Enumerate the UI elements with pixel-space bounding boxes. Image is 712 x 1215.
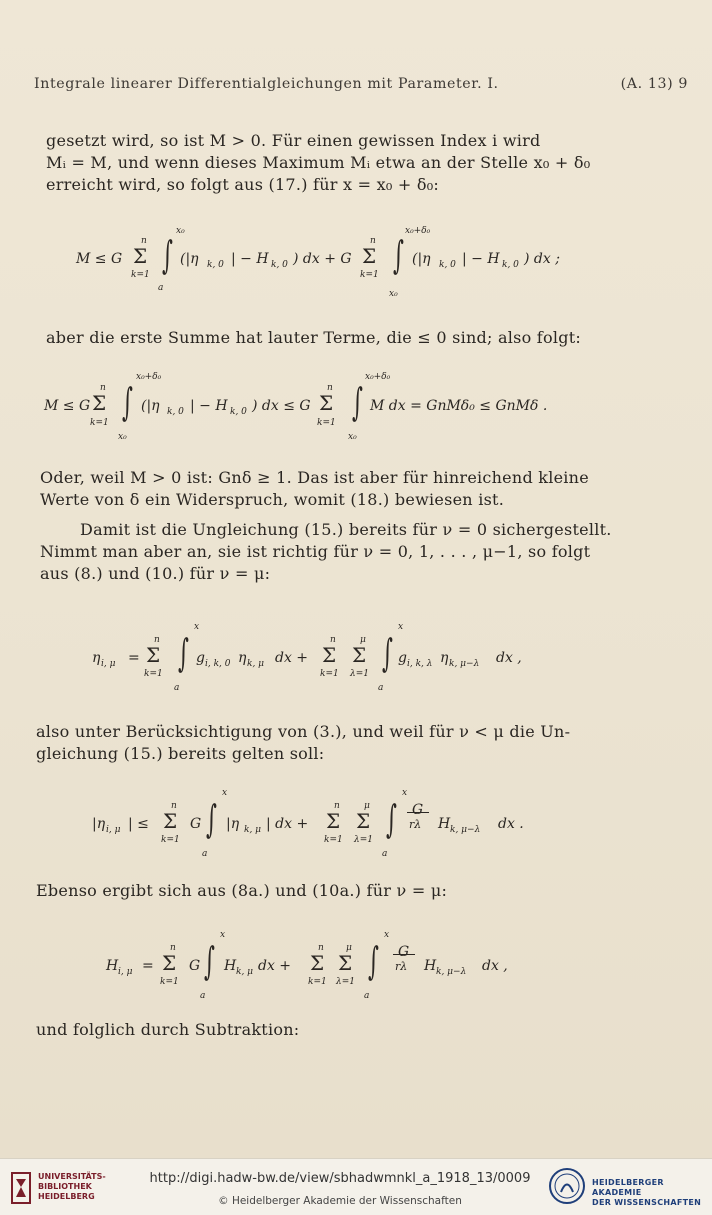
eq4-frac-bar	[407, 812, 429, 813]
eq2-lhs: M ≤ G	[44, 398, 91, 414]
eq3-sum3-lower: λ=1	[350, 669, 369, 679]
text-line: gleichung (15.) bereits gelten soll:	[36, 744, 325, 763]
eq5-frac-den: rλ	[395, 960, 408, 973]
eq3-sum1-symbol: Σ	[146, 643, 161, 667]
eq4-integral-1: ∫	[206, 797, 217, 841]
eq4-int1-upper: x	[222, 788, 228, 798]
library-logo-line: BIBLIOTHEK	[38, 1182, 92, 1191]
running-header-page-number: (A. 13) 9	[620, 76, 688, 92]
eq5-integral-2: ∫	[368, 939, 379, 983]
eq3-term1-sub2: k, μ	[247, 659, 265, 669]
eq1-term1-mid: | − H	[231, 251, 269, 267]
eq1-integral-1: ∫	[162, 233, 173, 277]
text-line: also unter Berücksichtigung von (3.), und weil für ν < μ die Un-	[36, 722, 571, 741]
eq3-sum2-symbol: Σ	[322, 643, 337, 667]
viewer-footer	[0, 1158, 712, 1215]
eq2-term1-end: ) dx ≤ G	[252, 398, 311, 414]
eq4-frac-den: rλ	[409, 818, 422, 831]
university-library-logo[interactable]	[10, 1169, 140, 1209]
eq2-integral-2: ∫	[352, 380, 363, 424]
eq2-int2-upper: x₀+δ₀	[365, 372, 391, 382]
eq4-sum1-upper: n	[171, 801, 177, 811]
eq4-sum2-lower: k=1	[324, 835, 343, 845]
eq2-sum1-upper: n	[100, 383, 106, 393]
eq1-int1-upper: x₀	[176, 226, 185, 236]
eq5-sum1-symbol: Σ	[162, 951, 177, 975]
academy-seal-icon	[548, 1167, 586, 1205]
eq1-term1-sub: k, 0	[207, 260, 224, 270]
eq3-int1-lower: a	[174, 683, 180, 693]
eq3-term2-sub: i, k, λ	[407, 659, 433, 669]
eq3-term1-mid: η	[238, 650, 247, 666]
eq4-sum3-lower: λ=1	[354, 835, 373, 845]
text-line: und folglich durch Subtraktion:	[36, 1020, 300, 1039]
library-logo-line: HEIDELBERG	[38, 1192, 95, 1201]
eq2-sum1-lower: k=1	[90, 418, 109, 428]
eq5-sum1-lower: k=1	[160, 977, 179, 987]
eq4-sum2-upper: n	[334, 801, 340, 811]
eq5-lhs-sub: i, μ	[118, 967, 133, 977]
text-line: Mᵢ = M, und wenn dieses Maximum Mᵢ etwa an der Stelle x₀ + δ₀	[46, 153, 591, 172]
eq5-sum1-upper: n	[170, 943, 176, 953]
eq4-lhs: |η	[92, 816, 106, 832]
eq4-term1-mid: |η	[226, 816, 240, 832]
eq5-int2-upper: x	[384, 930, 390, 940]
eq4-int2-lower: a	[382, 849, 388, 859]
eq5-sum3-symbol: Σ	[338, 951, 353, 975]
eq3-sum3-upper: μ	[360, 635, 366, 645]
eq3-int1-upper: x	[194, 622, 200, 632]
academy-logo-line: HEIDELBERGER AKADEMIE	[592, 1178, 664, 1197]
eq5-lhs: H	[106, 958, 119, 974]
eq1-term2-mid: | − H	[462, 251, 500, 267]
academy-logo-text	[592, 1178, 708, 1208]
eq4-sum3-upper: μ	[364, 801, 370, 811]
eq1-term2-end: ) dx ;	[524, 251, 560, 267]
eq4-sum3-symbol: Σ	[356, 809, 371, 833]
eq5-sum3-upper: μ	[346, 943, 352, 953]
eq5-int1-upper: x	[220, 930, 226, 940]
eq3-integral-2: ∫	[382, 631, 393, 675]
eq2-term1-sub2: k, 0	[230, 407, 247, 417]
eq1-sum2-lower: k=1	[360, 270, 379, 280]
text-line: Ebenso ergibt sich aus (8a.) und (10a.) für ν = μ:	[36, 881, 448, 900]
eq1-int1-lower: a	[158, 283, 164, 293]
text-line: Werte von δ ein Widerspruch, womit (18.) bewiesen ist.	[40, 490, 505, 509]
eq5-term2: H	[424, 958, 437, 974]
academy-logo-line: DER WISSENSCHAFTEN	[592, 1198, 702, 1207]
eq4-term2: H	[438, 816, 451, 832]
academy-logo[interactable]	[548, 1167, 708, 1209]
eq1-sum1-symbol: Σ	[133, 244, 148, 268]
eq4-sum2-symbol: Σ	[326, 809, 341, 833]
eq5-term1-end: dx +	[258, 958, 292, 974]
eq3-equals: =	[128, 650, 140, 666]
eq2-integral-1: ∫	[122, 380, 133, 424]
eq5-sum2-lower: k=1	[308, 977, 327, 987]
eq3-int2-upper: x	[398, 622, 404, 632]
text-line: erreicht wird, so folgt aus (17.) für x = x₀ + δ₀:	[46, 175, 440, 194]
eq5-frac-bar	[393, 954, 415, 955]
eq3-term2-end: dx ,	[496, 650, 522, 666]
eq3-int2-lower: a	[378, 683, 384, 693]
eq4-lhs-end: | ≤	[128, 816, 149, 832]
eq3-term2-mid: η	[440, 650, 449, 666]
eq1-sum1-upper: n	[141, 236, 147, 246]
eq1-sum2-symbol: Σ	[362, 244, 377, 268]
eq2-sum2-lower: k=1	[317, 418, 336, 428]
eq2-int1-upper: x₀+δ₀	[136, 372, 162, 382]
eq2-term1-sub: k, 0	[167, 407, 184, 417]
eq3-sum2-lower: k=1	[320, 669, 339, 679]
eq3-sum2-upper: n	[330, 635, 336, 645]
eq5-int2-lower: a	[364, 991, 370, 1001]
eq2-sum2-symbol: Σ	[319, 391, 334, 415]
eq4-sum1-symbol: Σ	[163, 809, 178, 833]
eq3-lhs-sub: i, μ	[101, 659, 116, 669]
library-logo-text	[38, 1172, 106, 1202]
eq1-int2-upper: x₀+δ₀	[405, 226, 431, 236]
eq5-sum3-lower: λ=1	[336, 977, 355, 987]
eq1-term2-sub: k, 0	[439, 260, 456, 270]
eq4-term1: G	[190, 816, 202, 832]
text-line: gesetzt wird, so ist M > 0. Für einen gewissen Index i wird	[46, 131, 541, 150]
eq3-term2: g	[398, 650, 407, 666]
eq3-sum3-symbol: Σ	[352, 643, 367, 667]
eq3-term1-sub: i, k, 0	[205, 659, 231, 669]
library-crest-icon	[10, 1171, 32, 1205]
eq2-int1-lower: x₀	[118, 432, 127, 442]
eq4-term1-sub: k, μ	[244, 825, 262, 835]
eq1-term1-sub2: k, 0	[271, 260, 288, 270]
text-line: Damit ist die Ungleichung (15.) bereits für ν = 0 sichergestellt.	[80, 520, 612, 539]
eq4-term1-end: | dx +	[266, 816, 309, 832]
eq3-sum1-lower: k=1	[144, 669, 163, 679]
eq5-term2-sub: k, μ−λ	[436, 967, 467, 977]
eq1-int2-lower: x₀	[389, 289, 398, 299]
eq2-term1: (|η	[141, 398, 160, 414]
eq5-term1-mid: H	[224, 958, 237, 974]
eq3-term2-sub2: k, μ−λ	[449, 659, 480, 669]
eq2-int2-lower: x₀	[348, 432, 357, 442]
eq5-term1: G	[189, 958, 201, 974]
eq4-term2-end: dx .	[498, 816, 524, 832]
eq4-frac-num: G	[412, 802, 424, 818]
eq5-lhs-end: =	[142, 958, 154, 974]
eq4-int1-lower: a	[202, 849, 208, 859]
eq4-int2-upper: x	[402, 788, 408, 798]
eq1-sum1-lower: k=1	[131, 270, 150, 280]
eq2-sum2-upper: n	[327, 383, 333, 393]
text-line: aus (8.) und (10.) für ν = μ:	[40, 564, 271, 583]
running-header-title: Integrale linearer Differentialgleichungen mit Parameter. I.	[34, 76, 499, 92]
eq1-term1-end: ) dx + G	[293, 251, 352, 267]
eq1-term1: (|η	[180, 251, 199, 267]
eq5-frac-num: G	[398, 944, 410, 960]
eq4-term2-sub: k, μ−λ	[450, 825, 481, 835]
eq5-integral-1: ∫	[204, 939, 215, 983]
eq3-sum1-upper: n	[154, 635, 160, 645]
library-logo-line: UNIVERSITÄTS-	[38, 1172, 106, 1181]
eq5-term2-end: dx ,	[482, 958, 508, 974]
eq1-integral-2: ∫	[393, 233, 404, 277]
eq4-sum1-lower: k=1	[161, 835, 180, 845]
copyright-notice: © Heidelberger Akademie der Wissenschaften	[218, 1195, 462, 1207]
eq4-integral-2: ∫	[386, 797, 397, 841]
eq3-lhs: η	[92, 650, 101, 666]
eq2-sum1-symbol: Σ	[92, 391, 107, 415]
eq5-term1-sub: k, μ	[236, 967, 254, 977]
eq1-sum2-upper: n	[370, 236, 376, 246]
eq1-term2: (|η	[412, 251, 431, 267]
eq5-sum2-upper: n	[318, 943, 324, 953]
text-line: Oder, weil M > 0 ist: Gnδ ≥ 1. Das ist aber für hinreichend kleine	[40, 468, 589, 487]
eq3-term1-end: dx +	[275, 650, 309, 666]
eq2-term2: M dx = GnMδ₀ ≤ GnMδ .	[370, 398, 548, 414]
eq1-term2-sub2: k, 0	[502, 260, 519, 270]
document-url-link[interactable]: http://digi.hadw-bw.de/view/sbhadwmnkl_a_1918_13/0009	[149, 1171, 531, 1186]
eq1-lhs: M ≤ G	[76, 251, 123, 267]
eq3-term1: g	[196, 650, 205, 666]
eq5-int1-lower: a	[200, 991, 206, 1001]
eq4-lhs-sub: i, μ	[106, 825, 121, 835]
eq5-sum2-symbol: Σ	[310, 951, 325, 975]
eq2-term1-mid: | − H	[190, 398, 228, 414]
eq3-integral-1: ∫	[178, 631, 189, 675]
text-line: Nimmt man aber an, sie ist richtig für ν = 0, 1, . . . , μ−1, so folgt	[40, 542, 591, 561]
text-line: aber die erste Summe hat lauter Terme, die ≤ 0 sind; also folgt:	[46, 328, 582, 347]
